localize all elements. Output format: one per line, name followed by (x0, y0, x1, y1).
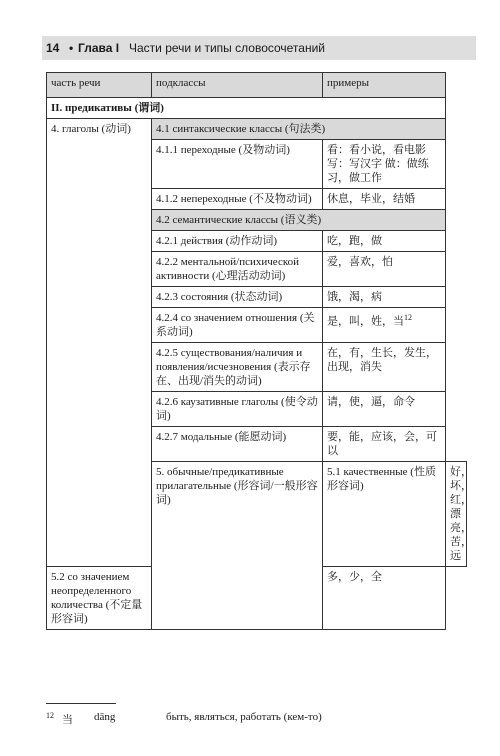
example-cell: 多，少，全 (323, 567, 446, 630)
example-cell: 爱，喜欢，怕 (323, 252, 446, 287)
section-title: II. предикативы (谓词) (47, 98, 446, 119)
footnote-gloss: быть, являться, работать (кем-то) (166, 711, 322, 723)
example-cell (323, 308, 446, 343)
column-header: подклассы (152, 73, 323, 98)
syntactic-classes-heading: 4.1 синтаксические классы (句法类) (152, 119, 446, 140)
subclass-cell: 4.2.3 состояния (状态动词) (152, 287, 323, 308)
header-bullet: • (69, 41, 74, 55)
subclass-cell: 4.1.2 непереходные (不及物动词) (152, 189, 323, 210)
subclass-cell: 4.2.5 существования/наличия и появления/исчезновения (表示存在、出现/消失的动词) (152, 343, 323, 392)
subclass-cell: 4.2.4 со значением отношения (关系动词) (152, 308, 323, 343)
chapter-label: Глава I (78, 41, 120, 55)
column-header: часть речи (47, 73, 152, 98)
subclass-cell: 4.2.6 каузативные глаголы (使令动词) (152, 392, 323, 427)
column-header: примеры (323, 73, 446, 98)
example-cell: 好，坏，红，漂亮，苦，远 (446, 462, 467, 567)
subclass-cell: 5.1 качественные (性质形容词) (323, 462, 446, 567)
subclass-cell: 4.2.7 модальные (能愿动词) (152, 427, 323, 462)
example-text: 是，叫，姓，当 (327, 315, 404, 328)
chapter-title: Части речи и типы словосочетаний (129, 41, 326, 55)
example-cell: 在，有，生长，发生，出现，消失 (323, 343, 446, 392)
table-row (47, 119, 467, 140)
example-cell: 休息，毕业，结婚 (323, 189, 446, 210)
subclass-cell: 5.2 со значением неопределенного количества (不定量形容词) (47, 567, 152, 630)
page-number: 14 (46, 41, 60, 55)
example-cell: 要，能，应该，会，可以 (323, 427, 446, 462)
subclass-cell: 4.1.1 переходные (及物动词) (152, 140, 323, 189)
adjectives-label: 5. обычные/предикативные прилагательные (形容词/一般形容词) (152, 462, 323, 630)
footnote-character: 当 (62, 714, 73, 726)
example-cell: 看：看小说，看电影 写：写汉字 做：做练习，做工作 (323, 140, 446, 189)
example-cell: 吃，跑，做 (323, 231, 446, 252)
table-header-row (47, 73, 467, 98)
footnote-ref: 12 (404, 313, 412, 322)
footnote (46, 711, 322, 726)
section-row (47, 98, 467, 119)
subclass-cell: 4.2.1 действия (动作动词) (152, 231, 323, 252)
subclass-cell: 4.2.2 ментальной/психической активности (心理活动动词) (152, 252, 323, 287)
footnote-number: 12 (46, 711, 54, 720)
example-cell: 请，使，逼，命令 (323, 392, 446, 427)
verbs-label: 4. глаголы (动词) (47, 119, 152, 567)
example-cell: 饿，渴，病 (323, 287, 446, 308)
parts-of-speech-table (46, 72, 472, 630)
running-header (42, 36, 476, 60)
footnote-pinyin: dāng (94, 711, 116, 723)
semantic-classes-heading: 4.2 семантические классы (语义类) (152, 210, 446, 231)
footnote-rule (46, 703, 116, 704)
